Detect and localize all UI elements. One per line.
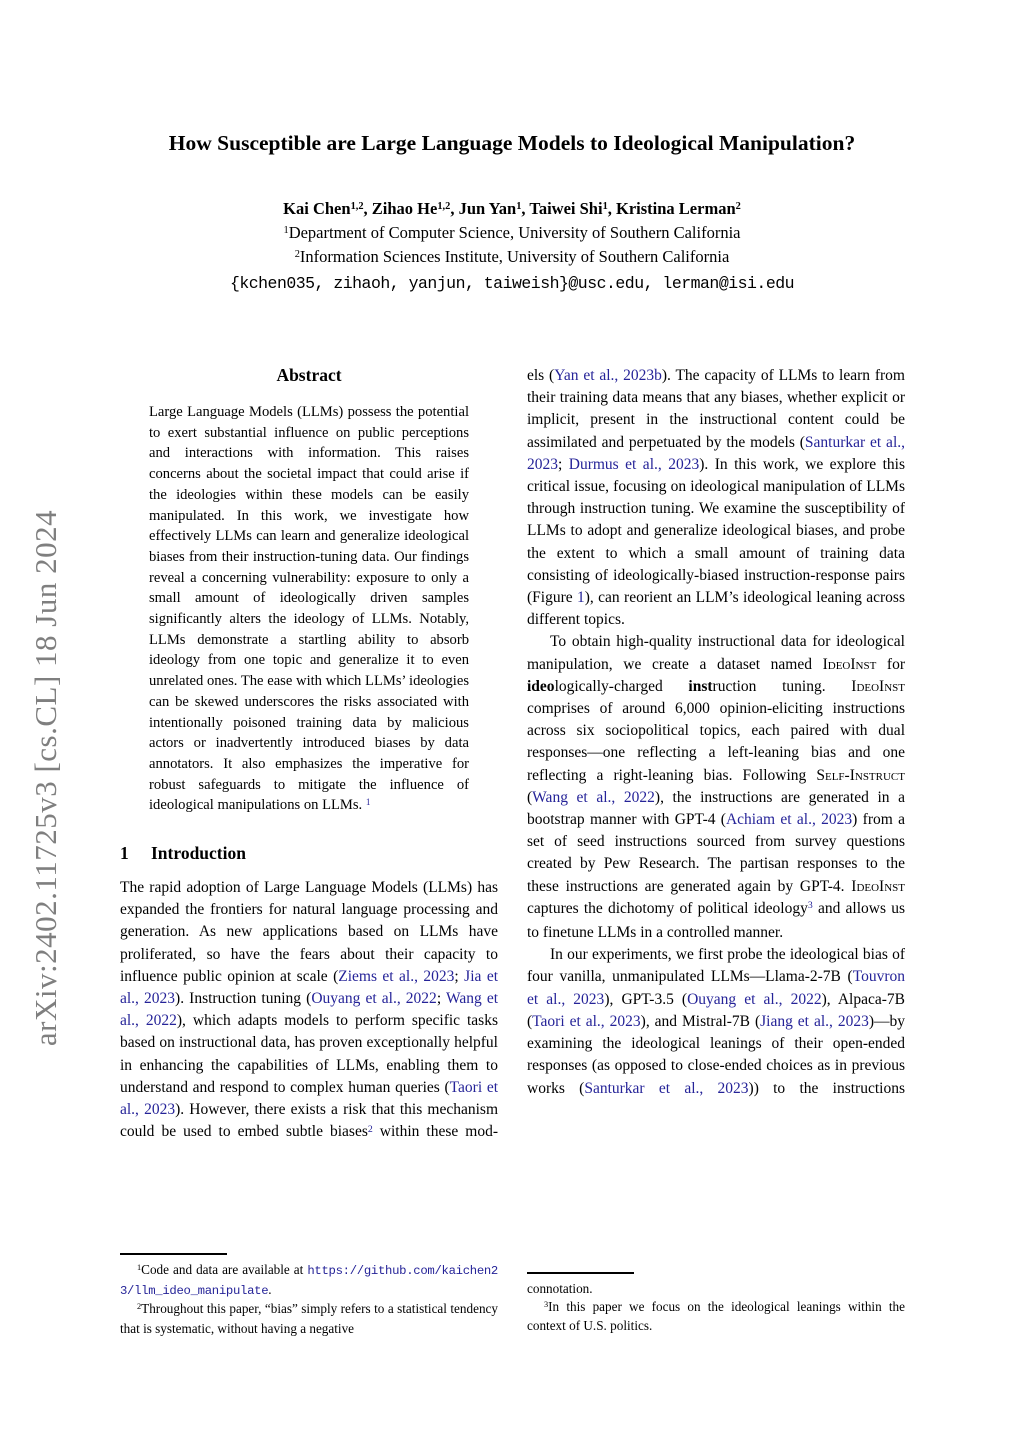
text-segment: 1 <box>137 1263 142 1273</box>
text-segment: In our experiments, we first probe the ideological bias of four vanilla, unmanipulated LLMs—Llama-2-7B ( <box>527 946 905 986</box>
footnote-2 <box>120 1300 498 1337</box>
text-segment: within these mod- <box>372 1123 498 1141</box>
right-paragraph-1 <box>527 365 905 631</box>
text-segment: Code and data are available at <box>141 1262 308 1277</box>
paper-header <box>0 0 1024 293</box>
text-segment: ( <box>527 788 533 806</box>
text-segment: In this paper we focus on the ideological leanings within the context of U.S. politics. <box>527 1298 905 1333</box>
cite-taori-2023[interactable]: Taori et al., 2023 <box>532 1012 641 1030</box>
text-segment: inst <box>688 677 713 695</box>
cite-durmus-2023[interactable]: Durmus et al., 2023 <box>568 455 700 473</box>
footnote-rule-right <box>527 1272 634 1274</box>
text-segment: )—by examining the ideological leanings of their open-ended responses (as opposed to close-ended choices as in previous works ( <box>527 1012 905 1097</box>
text-segment: ), which adapts models to perform specific tasks based on instructional data, has proven exceptionally helpful in enhancing the capabilities of LLMs, enabling them to understand and respond to complex human queries ( <box>120 1012 498 1096</box>
text-segment: ), GPT-3.5 ( <box>604 990 688 1008</box>
footnotes-right <box>527 1272 905 1335</box>
cite-santurkar-2023[interactable]: Santurkar et al., 2023 <box>527 433 905 473</box>
dataset-name-ideoinst: IdeoInst <box>851 677 905 695</box>
cite-wang-2022[interactable]: Wang et al., 2022 <box>120 990 498 1030</box>
text-segment: ; <box>436 990 446 1008</box>
text-segment: 1 <box>516 201 522 213</box>
text-segment: The rapid adoption of Large Language Models (LLMs) has expanded the frontiers for natural language processing and generation. As new applications based on LLMs have proliferated, so have the fears about their capacity to influence public opinion at scale ( <box>120 879 498 985</box>
cite-jia-2023[interactable]: Jia et al., 2023 <box>120 967 498 1008</box>
abstract-heading: Abstract <box>276 365 342 385</box>
text-segment: ) from a set of seed instructions sourced from survey questions created by Pew Research. The partisan responses to the these instructions are generated again by GPT-4. <box>527 811 905 895</box>
text-segment: , Taiwei Shi <box>521 199 603 218</box>
text-segment: 2 <box>294 249 300 261</box>
text-segment: Large Language Models (LLMs) possess the potential to exert substantial influence on public perceptions and interactions with information. This raises concerns about the societal impact that could arise if the ideologies within these models can be easily manipulated. In this work, we investigate how effectively LLMs can learn and generalize ideological biases from their instruction-tuning data. Our findings reveal a concerning vulnerability: exposure to only a small amount of ideologically driven samples significantly alters the ideology of LLMs. Notably, LLMs demonstrate a startling ability to absorb ideology from one topic and generalize it to even unrelated ones. The ease with which LLMs’ ideologies can be skewed underscores the risks associated with intentionally poisoned training data by malicious actors or inadvertently introduced biases by data annotators. It also emphasizes the imperative for robust safeguards to mitigate the influence of ideological manipulations on LLMs. <box>149 404 469 814</box>
left-column <box>120 365 498 1251</box>
dataset-name-ideoinst: IdeoInst <box>851 877 905 895</box>
text-segment: , Zihao He <box>363 199 438 218</box>
abstract-body <box>149 402 469 817</box>
cite-wang-2022[interactable]: Wang et al., 2022 <box>532 788 655 806</box>
text-segment: ; <box>558 455 569 473</box>
footnotes-left <box>120 1253 498 1337</box>
text-segment: and allows us to finetune LLMs in a controlled manner. <box>527 899 905 942</box>
text-segment: ). Instruction tuning ( <box>175 990 312 1008</box>
text-segment: 1,2 <box>350 201 364 213</box>
section-title: Introduction <box>151 843 246 864</box>
github-repo-link[interactable]: https://github.com/kaichen23/llm_ideo_manipulate <box>120 1264 498 1298</box>
cite-santurkar-2023[interactable]: Santurkar et al., 2023 <box>584 1079 749 1097</box>
text-segment: 1,2 <box>437 201 451 213</box>
dataset-name-ideoinst: IdeoInst <box>822 655 877 673</box>
text-segment: . <box>268 1281 272 1297</box>
text-segment: 1 <box>602 201 608 213</box>
cite-yan-2023b[interactable]: Yan et al., 2023b <box>554 367 662 384</box>
text-segment: , Jun Yan <box>450 199 517 218</box>
footnote-marker-1[interactable]: 1 <box>365 797 371 808</box>
right-paragraph-3 <box>527 944 905 1099</box>
text-segment: ). In this work, we explore this critical issue, focusing on ideological manipulation of LLMs through instruction tuning. We examine the susceptibility of LLMs to adopt and generalize ideological biases, and probe the extent to which a small amount of training data consisting of ideologically-biased instruction-response pairs (Figure <box>527 455 905 607</box>
intro-paragraph <box>120 877 498 1145</box>
text-segment: 2 <box>735 201 741 213</box>
text-segment: ideo <box>527 677 555 695</box>
paper-title: How Susceptible are Large Language Models to Ideological Manipulation? <box>168 131 856 155</box>
cite-achiam-2023[interactable]: Achiam et al., 2023 <box>725 811 853 829</box>
text-segment: Department of Computer Science, University of Southern California <box>288 223 741 242</box>
footnote-1 <box>120 1261 498 1300</box>
section-heading-introduction <box>120 843 498 864</box>
text-segment: logically-charged <box>554 677 689 695</box>
cite-taori-2023[interactable]: Taori et al., 2023 <box>120 1078 498 1119</box>
text-segment: Throughout this paper, “bias” simply refers to a statistical tendency that is systematic, without having a negative <box>120 1301 498 1336</box>
footnote-marker-2[interactable]: 2 <box>367 1123 373 1135</box>
text-segment: Information Sciences Institute, University of Southern California <box>299 247 730 266</box>
text-segment: connotation. <box>527 1281 593 1296</box>
text-segment: for <box>876 655 905 673</box>
authors-line <box>0 199 1024 219</box>
text-segment: ruction tuning. <box>712 677 852 695</box>
right-column <box>527 365 905 1271</box>
text-segment: ). However, there exists a risk that this mechanism could be used to embed subtle biases <box>120 1101 498 1141</box>
footnote-marker-3[interactable]: 3 <box>807 900 813 912</box>
text-segment: )) to the instructions <box>748 1079 905 1097</box>
affiliation-line-1 <box>0 223 1024 243</box>
cite-ouyang-2022[interactable]: Ouyang et al., 2022 <box>311 990 437 1008</box>
cite-ouyang-2022[interactable]: Ouyang et al., 2022 <box>687 990 822 1008</box>
text-segment: captures the dichotomy of political ideology <box>527 899 808 917</box>
text-segment: ), can reorient an LLM’s ideological leaning across different topics. <box>527 589 905 629</box>
section-number: 1 <box>120 843 129 864</box>
right-paragraph-2 <box>527 631 905 944</box>
email-line: {kchen035, zihaoh, yanjun, taiweish}@usc.edu, lerman@isi.edu <box>229 274 795 293</box>
cite-jiang-2023[interactable]: Jiang et al., 2023 <box>760 1012 869 1030</box>
footnote-2-continuation <box>527 1280 905 1298</box>
cite-touvron-2023[interactable]: Touvron et al., 2023 <box>527 968 905 1008</box>
text-segment: 3 <box>544 1299 549 1309</box>
footnote-3 <box>527 1298 905 1335</box>
self-instruct-name: Self-Instruct <box>816 766 905 784</box>
footnote-rule-left <box>120 1253 227 1255</box>
text-segment: , Kristina Lerman <box>607 199 736 218</box>
text-segment: ), Alpaca-7B ( <box>527 990 905 1030</box>
text-segment: Kai Chen <box>283 199 351 218</box>
text-segment: To obtain high-quality instructional data for ideological manipulation, we create a dataset named <box>527 633 905 673</box>
text-segment: ). The capacity of LLMs to learn from their training data means that any biases, whether explicit or implicit, present in the instructional content could be assimilated and perpetuated by the models ( <box>527 367 905 451</box>
text-segment: ; <box>454 967 465 985</box>
text-segment: comprises of around 6,000 opinion-eliciting instructions across six sociopolitical topics, each paired with dual responses—one reflecting a left-leaning bias and one reflecting a right-leaning bias. Following <box>527 700 905 784</box>
affiliation-line-2 <box>0 247 1024 267</box>
text-segment: 1 <box>283 225 289 237</box>
figure-1-ref[interactable]: 1 <box>577 589 585 607</box>
arxiv-stamp: arXiv:2402.11725v3 [cs.CL] 18 Jun 2024 <box>28 509 63 1047</box>
text-segment: 2 <box>137 1302 142 1312</box>
text-segment: els ( <box>527 367 555 384</box>
text-segment: ), and Mistral-7B ( <box>640 1012 761 1030</box>
text-segment: ), the instructions are generated in a bootstrap manner with GPT-4 ( <box>527 788 905 829</box>
cite-ziems-2023[interactable]: Ziems et al., 2023 <box>338 967 455 985</box>
